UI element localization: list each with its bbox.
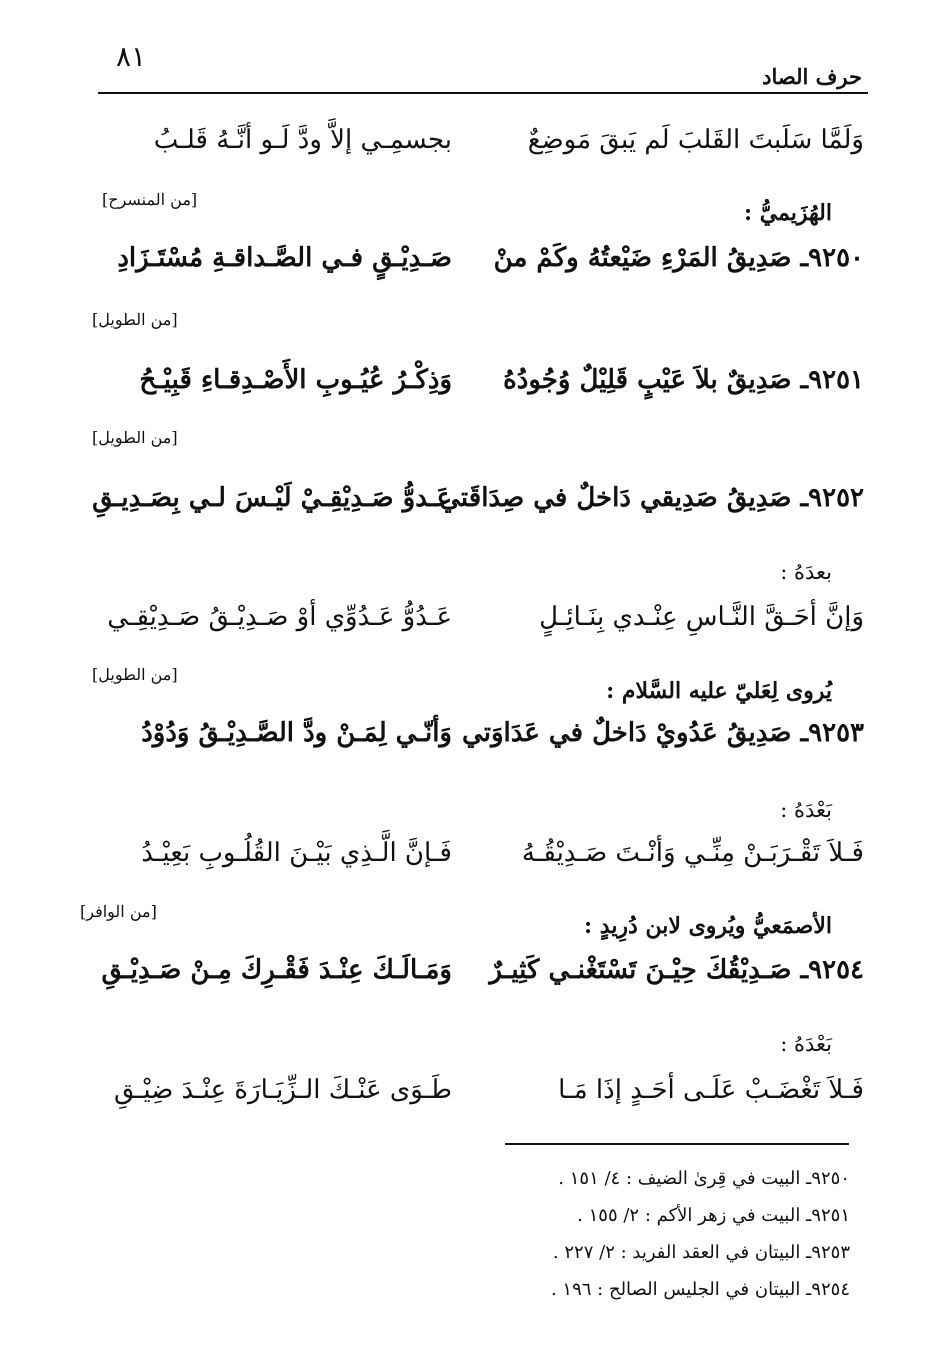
footnote: ٩٢٥٤ـ البيتان في الجليس الصالح : ١٩٦ . — [550, 1279, 850, 1300]
verse-second-hemistich: عَـدُوُّ عَـدُوِّي أوْ صَـدِيْـقُ صَـدِيْقِـي — [107, 602, 452, 632]
verse-second-hemistich: عَـدوُّ صَـدِيْقِـيْ لَيْـسَ لـي بِصَـدِيـقِ — [92, 483, 452, 513]
footnote: ٩٢٥٣ـ البيتان في العقد الفريد : ٢/ ٢٢٧ . — [552, 1242, 850, 1263]
after-label: بَعْدَهُ : — [780, 798, 832, 822]
verse-line — [0, 243, 938, 303]
verse-line — [0, 483, 938, 543]
footnote-rule — [505, 1143, 849, 1145]
verse-second-hemistich: فَـإنَّ الَّـذِي بَيْـنَ القُلُـوبِ بَعِيْـدُ — [141, 838, 452, 868]
running-head: حرف الصاد — [762, 64, 862, 89]
header-rule — [98, 92, 868, 94]
verse-first-hemistich: ٩٢٥٣ـ صَدِيقُ عَدُويْ دَاخلٌ في عَدَاوَتي — [462, 718, 864, 748]
verse-first-hemistich: وَإنَّ أحَـقَّ النَّـاسِ عِنْـدي بِنَـائِـلٍ — [539, 602, 864, 632]
verse-line — [0, 125, 938, 185]
verse-first-hemistich: فَـلاَ تَقْـرَبَـنْ مِنِّـي وَأنْـتَ صَـدِيْقُـهُ — [521, 838, 864, 868]
meter-label: [من المنسرح] — [102, 190, 198, 209]
meter-label: [من الطويل] — [92, 428, 178, 447]
meter-label: [من الطويل] — [92, 665, 178, 684]
verse-line — [0, 718, 938, 778]
verse-second-hemistich: وَذِكْـرُ عُيُـوبِ الأَصْـدِقـاءِ قَبِيْـحُ — [139, 365, 452, 395]
verse-second-hemistich: بجسمِـي إلاَّ ودَّ لَـو أنَّـهُ قَلـبُ — [153, 125, 452, 155]
verse-first-hemistich: ٩٢٥٢ـ صَدِيقُ صَدِيقي دَاخلٌ في صِدَاقَتي — [439, 483, 864, 513]
after-label: بَعْدَهُ : — [780, 1032, 832, 1056]
verse-first-hemistich: ٩٢٥١ـ صَدِيقٌ بلاَ عَيْبٍ قَلِيْلٌ وُجُودُهُ — [503, 365, 864, 395]
poet-attribution: يُروى لِعَليّ عليه السَّلام : — [606, 678, 832, 704]
verse-first-hemistich: ٩٢٥٤ـ صَـدِيْقُكَ حِيْـنَ تَسْتَغْنـي كَثِيـرٌ — [489, 955, 864, 985]
poet-attribution: الأصمَعيُّ ويُروى لابن دُرِيدٍ : — [583, 913, 832, 939]
after-label: بعدَهُ : — [780, 560, 832, 584]
poet-attribution: الهُزَيميُّ : — [743, 200, 832, 226]
verse-first-hemistich: فَـلاَ تَغْضَـبْ عَلَـى أحَـدٍ إذَا مَـا — [558, 1075, 864, 1105]
meter-label: [من الوافر] — [80, 902, 157, 921]
verse-first-hemistich: وَلَمَّا سَلَبتَ القَلبَ لَم يَبقَ مَوضِعٌ — [527, 125, 864, 155]
verse-second-hemistich: طَـوَى عَنْـكَ الـزِّيَـارَةَ عِنْـدَ ضِيْـقِ — [114, 1075, 452, 1105]
meter-label: [من الطويل] — [92, 310, 178, 329]
footnote: ٩٢٥٠ـ البيت في قِرىٰ الضيف : ٤/ ١٥١ . — [558, 1168, 850, 1189]
page-number: ٨١ — [116, 40, 147, 73]
verse-second-hemistich: صَـدِيْـقٍ فـي الصَّـداقـةِ مُسْتَـزَادِ — [117, 243, 452, 273]
verse-line — [0, 955, 938, 1015]
verse-line — [0, 838, 938, 898]
footnote: ٩٢٥١ـ البيت في زهر الأكم : ٢/ ١٥٥ . — [577, 1205, 850, 1226]
verse-first-hemistich: ٩٢٥٠ـ صَدِيقُ المَرْءِ ضَيْعتُهُ وكَمْ منْ — [493, 243, 864, 273]
verse-line — [0, 602, 938, 662]
verse-line — [0, 365, 938, 425]
verse-second-hemistich: وَمَـالَـكَ عِنْـدَ فَقْـرِكَ مِـنْ صَـدِيْـقِ — [101, 955, 452, 985]
verse-line — [0, 1075, 938, 1135]
verse-second-hemistich: وَأنّـي لِمَـنْ ودَّ الصَّـدِيْـقُ وَدُوْدُ — [141, 718, 452, 748]
